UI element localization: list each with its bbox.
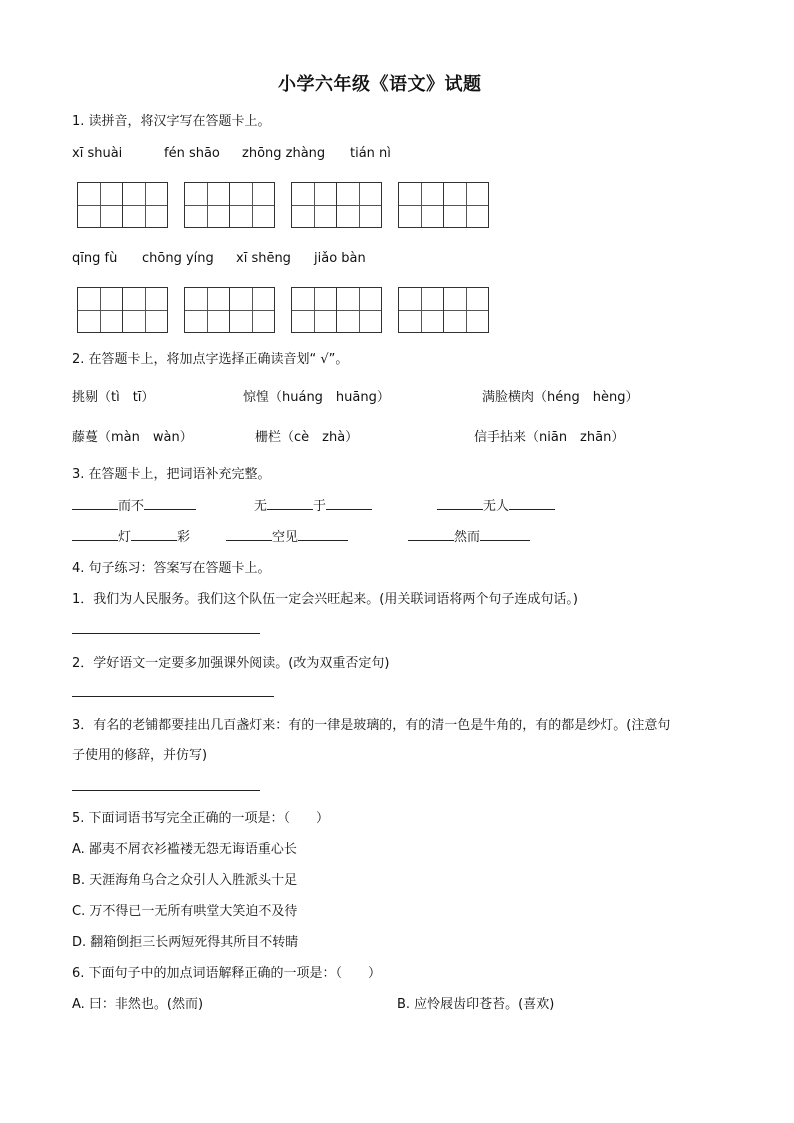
question-3-prompt: 3. 在答题卡上，把词语补充完整。 <box>72 467 271 482</box>
writing-grid-1[interactable] <box>77 182 166 228</box>
idiom-word: 彩 <box>177 530 191 545</box>
idiom-word: 灯 <box>118 530 132 545</box>
pinyin-5: qīng fù <box>72 251 118 266</box>
idiom-word: 无人 <box>483 499 510 514</box>
idiom-word: 无 <box>254 499 268 514</box>
sentence-task-3: 3．有名的老铺都要挂出几百盏灯来：有的一律是玻璃的，有的清一色是牛角的，有的都是纱灯。(注意句 <box>72 718 671 733</box>
idiom-word: 于 <box>313 499 327 514</box>
question-2-prompt: 2. 在答题卡上，将加点字选择正确读音划“ √”。 <box>72 352 349 367</box>
writing-grid-4[interactable] <box>398 182 487 228</box>
pinyin-1: xī shuài <box>72 146 123 161</box>
idiom-word: 而不 <box>118 499 145 514</box>
writing-grid-2[interactable] <box>184 182 273 228</box>
pronunciation-item[interactable]: 藤蔓（màn wàn） <box>72 430 193 445</box>
pronunciation-item[interactable]: 信手拈来（niān zhān） <box>474 430 625 445</box>
pronunciation-item[interactable]: 惊惶（huáng huāng） <box>243 390 390 405</box>
option-d[interactable]: D. 翻箱倒拒三长两短死得其所目不转睛 <box>72 935 299 950</box>
pinyin-7: xī shēng <box>236 251 291 266</box>
idiom-fill-5[interactable] <box>226 526 348 545</box>
pronunciation-item[interactable]: 挑剔（tì tī） <box>72 390 155 405</box>
question-4-prompt: 4. 句子练习：答案写在答题卡上。 <box>72 561 271 576</box>
pronunciation-item[interactable]: 满脸横肉（héng hèng） <box>482 390 639 405</box>
idiom-fill-3[interactable] <box>437 495 555 514</box>
sentence-task-1: 1．我们为人民服务。我们这个队伍一定会兴旺起来。(用关联词语将两个句子连成句话。) <box>72 592 578 607</box>
idiom-word: 空见 <box>272 530 299 545</box>
page-title: 小学六年级《语文》试题 <box>278 74 482 95</box>
pinyin-8: jiǎo bàn <box>314 251 366 266</box>
option-b[interactable]: B. 天涯海角乌合之众引人入胜派头十足 <box>72 873 298 888</box>
writing-grid-3[interactable] <box>291 182 380 228</box>
pronunciation-item[interactable]: 栅栏（cè zhà） <box>255 430 359 445</box>
question-5-prompt: 5. 下面词语书写完全正确的一项是：（ ） <box>72 811 330 826</box>
pinyin-2: fén shāo <box>164 146 220 161</box>
pinyin-3: zhōng zhàng <box>242 146 326 161</box>
answer-line-2[interactable] <box>72 696 274 697</box>
writing-grid-5[interactable] <box>77 287 166 333</box>
writing-grid-7[interactable] <box>291 287 380 333</box>
idiom-fill-2[interactable] <box>254 495 372 514</box>
sentence-task-2: 2．学好语文一定要多加强课外阅读。(改为双重否定句) <box>72 656 390 671</box>
option-c[interactable]: C. 万不得已一无所有哄堂大笑迫不及待 <box>72 904 298 919</box>
answer-line-1[interactable] <box>72 633 260 634</box>
idiom-fill-4[interactable] <box>72 526 190 545</box>
idiom-word: 然而 <box>454 530 481 545</box>
question-1-prompt: 1. 读拼音，将汉字写在答题卡上。 <box>72 114 271 129</box>
writing-grid-8[interactable] <box>398 287 487 333</box>
option-b[interactable]: B. 应怜屐齿印苍苔。(喜欢) <box>397 997 555 1012</box>
sentence-task-3-continued: 子使用的修辞，并仿写) <box>72 748 208 763</box>
answer-line-3[interactable] <box>72 790 260 791</box>
option-a[interactable]: A. 曰：非然也。(然而) <box>72 997 204 1012</box>
writing-grid-6[interactable] <box>184 287 273 333</box>
idiom-fill-6[interactable] <box>408 526 530 545</box>
option-a[interactable]: A. 鄙夷不屑衣衫褴褛无怨无诲语重心长 <box>72 842 297 857</box>
pinyin-6: chōng yíng <box>142 251 214 266</box>
idiom-fill-1[interactable] <box>72 495 196 514</box>
pinyin-4: tián nì <box>350 146 391 161</box>
question-6-prompt: 6. 下面句子中的加点词语解释正确的一项是：（ ） <box>72 966 382 981</box>
